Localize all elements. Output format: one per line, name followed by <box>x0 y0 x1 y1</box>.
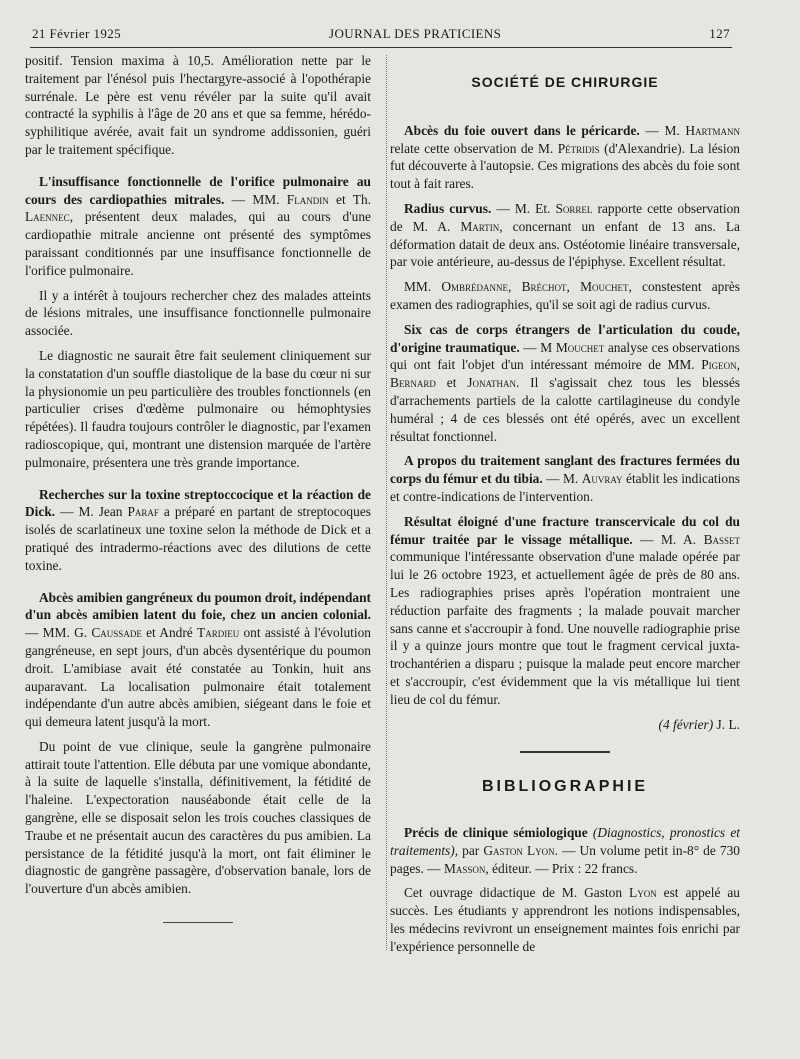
author-name: Jonathan <box>467 375 516 391</box>
journal-title: JOURNAL DES PRATICIENS <box>329 26 502 41</box>
section-separator <box>520 751 610 756</box>
section-title-bibliographie: BIBLIOGRAPHIE <box>481 778 649 796</box>
author-name: Sorrel <box>555 200 593 216</box>
page-number: 127 <box>709 26 730 41</box>
author-name: Tardieu <box>197 625 240 641</box>
author-name: Ombrédanne, Bréchot, Mouchet <box>441 279 629 295</box>
article-corps-etrangers: Six cas de corps étrangers de l'articulation du coude, d'origine traumatique. — M Mouchet analyse ces observations qui ont fait l'objet d'un intéressant mémoire de MM. Pigeon, Bernard et Jonathan. Il s'agissait chez tous les blessés d'arrachements partiels de la calotte cartilagineuse du condyle huméral ; 4 de ces blessés ont été opérés, avec un excellent résultat fonctionnel. <box>390 321 741 444</box>
author-name: Mouchet <box>555 339 605 355</box>
author-name: Basset <box>703 531 740 547</box>
author-name: Pétridis <box>557 140 600 156</box>
end-rule <box>163 922 233 923</box>
continued-paragraph: positif. Tension maxima à 10,5. Amélioration nette par le traitement par l'énésol puis l'hectargyre-associé à l'opothérapie surrénale. Le père est venu révéler par la suite qu'il avait contracté la syphilis à l'âge de 20 ans et que sa femme, hérédo-syphilitique avérée, avait fait un syndrome addissonien, guéri par le traitement spécifique. <box>25 53 371 157</box>
article-abces-amibien: Abcès amibien gangréneux du poumon droit, indépendant d'un abcès amibien latent du foie, chez un ancien colonial. — MM. G. Caussade et André Tardieu ont assisté à l'évolution gangréneuse, en sept jours, d'un abcès dysentérique du poumon droit. L'amibiase avait été constatée au Tonkin, huit ans auparavant. La localisation pulmonaire était totalement indépendante d'un autre abcès amibien, siégeant dans le foie et qui demeura latent jusqu'à la mort. <box>25 589 371 730</box>
author-name: Martin <box>460 218 500 234</box>
author-name: Flandin <box>286 191 329 207</box>
section-title-societe-chirurgie: SOCIÉTÉ DE CHIRURGIE <box>471 74 659 90</box>
paragraph: Du point de vue clinique, seule la gangrène pulmonaire attirait toute l'attention. Elle débuta par une vomique abondante, à la suite de laquelle s'installa, définitivement, la fétidité de l'haleine. L'expectoration nauséabonde était celle de la gangrène, elle se disposait selon les trois couches classiques de Traube et ne présentait aucun des caractères du pus amibien. La persistance de la fétidité jusqu'à la mort, ont fait éliminer le diagnostic de gangrène passagère, d'observation banale, lors de l'ouverture d'un abcès amibien. <box>25 738 371 897</box>
article-title: Résultat éloigné d'une fracture transcervicale du col du fémur traitée par le vissage métallique. <box>390 513 740 547</box>
signoff <box>390 716 740 734</box>
article-radius-curvus: Radius curvus. — M. Et. Sorrel rapporte cette observation de M. A. Martin, concernant un enfant de 13 ans. La déformation datait de deux ans. Ostéotomie linéaire transversale, par voie antérieure, au-dessus de l'épiphyse. Excellent résultat. <box>390 200 740 270</box>
author-name: Lyon <box>629 885 657 901</box>
article-insuffisance-pulmonaire: L'insuffisance fonctionnelle de l'orifice pulmonaire au cours des cardiopathies mitrales. — MM. Flandin et Th. Laennec, présentent deux malades, qui au cours d'une cardiopathie mitrale ancienne ont présenté des symptômes paraissant conditionnés par une insuffisance fonctionnelle de l'orifice pulmonaire. <box>25 173 371 278</box>
article-toxine-streptococcique: Recherches sur la toxine streptoccocique et la réaction de Dick. — M. Jean Paraf a préparé en partant de streptocoques isolés de scarlatineux une toxine selon la méthode de Dick et a pratiqué des intradermo-réactions avec des dilutions de cette toxine. <box>25 486 371 573</box>
paragraph: Il y a intérêt à toujours rechercher chez des malades atteints de lésions mitrales, une insuffisance fonctionnelle pulmonaire associée. <box>25 287 371 339</box>
left-column <box>25 52 371 923</box>
author-name: Paraf <box>127 504 159 520</box>
article-fractures-fermees: A propos du traitement sanglant des fractures fermées du corps du fémur et du tibia. — M. Auvray établit les indications et contre-indications de l'intervention. <box>390 453 740 504</box>
author-name: Gaston Lyon <box>483 842 555 858</box>
book-title: Précis de clinique sémiologique <box>404 825 588 841</box>
article-title: L'insuffisance fonctionnelle de l'orifice pulmonaire au cours des cardiopathies mitrales. <box>25 173 371 207</box>
book-entry: Précis de clinique sémiologique (Diagnostics, pronostics et traitements), par Gaston Lyon. — Un volume petit in-8° de 730 pages. — Masson, éditeur. — Prix : 22 francs. <box>390 825 740 876</box>
article-abces-foie: Abcès du foie ouvert dans le péricarde. — M. Hartmann relate cette observation de M. Pétridis (d'Alexandrie). La lésion fut découverte à l'autopsie. Ces migrations des abcès du foie sont tout à fait rares. <box>390 122 740 192</box>
running-head <box>32 26 730 44</box>
article-title: Recherches sur la toxine streptoccocique et la réaction de Dick. <box>25 486 371 520</box>
book-subtitle: (Diagnostics, pronostics et traitements), <box>390 825 740 858</box>
author-name: Laennec <box>25 209 70 225</box>
signoff-date: (4 février) <box>658 716 714 732</box>
signoff-initials: J. L. <box>713 716 740 732</box>
book-review: Cet ouvrage didactique de M. Gaston Lyon est appelé au succès. Les étudiants y apprendront les notions indispensables, les médecins revivront un enseignement maintes fois enrichi par l'expérience personnelle de <box>390 885 740 954</box>
article-col-du-femur: Résultat éloigné d'une fracture transcervicale du col du fémur traitée par le vissage métallique. — M. A. Basset communique l'intéressante observation d'une malade opérée par lui le 26 octobre 1923, et actuellement âgée de près de 80 ans. Les radiographies prises après l'opération montraient une réduction parfaite des fragments ; la malade pouvait marcher sans canne et s'accroupir à fond. Une nouvelle radiographie prise il y a quinze jours montre que tout le fragment cervical juxta-trochantérien a disparu ; puisque la malade peut encore marcher et s'accroupir, c'est évidemment que la vis métallique lui tient lieu de col du fémur. <box>390 513 740 707</box>
article-title: Six cas de corps étrangers de l'articulation du coude, d'origine traumatique. <box>390 321 740 355</box>
author-name: Hartmann <box>685 122 740 138</box>
column-divider <box>386 55 387 950</box>
right-column <box>390 52 740 963</box>
author-name: Caussade <box>91 625 142 641</box>
paragraph: Le diagnostic ne saurait être fait seulement cliniquement sur la constatation d'un souffle diastolique de la base du cœur ni sur la physionomie un peu particulière des troubles fonctionnels (en particulier crises d'œdème pulmonaire ou hémophtysies répétées). Il faudra toujours contrôler le diagnostic, par l'examen radioscopique, qui, montrant une distension marquée de l'artère pulmonaire, présentera une très grande importance. <box>25 347 371 470</box>
author-name: Pigeon, Bernard <box>390 357 740 391</box>
article-title: Abcès du foie ouvert dans le péricarde. <box>404 122 640 138</box>
article-title: Abcès amibien gangréneux du poumon droit, indépendant d'un abcès amibien latent du foie, chez un ancien colonial. <box>25 589 371 623</box>
article-title: A propos du traitement sanglant des fractures fermées du corps du fémur et du tibia. <box>390 453 740 487</box>
article-title: Radius curvus. <box>404 200 492 216</box>
paragraph: MM. Ombrédanne, Bréchot, Mouchet, constestent après examen des radiographies, qu'il se soit agi de radius curvus. <box>390 279 740 312</box>
author-name: Auvray <box>581 471 623 487</box>
issue-date: 21 Février 1925 <box>32 26 122 41</box>
header-rule <box>30 47 732 48</box>
publisher-name: Masson <box>443 860 486 876</box>
